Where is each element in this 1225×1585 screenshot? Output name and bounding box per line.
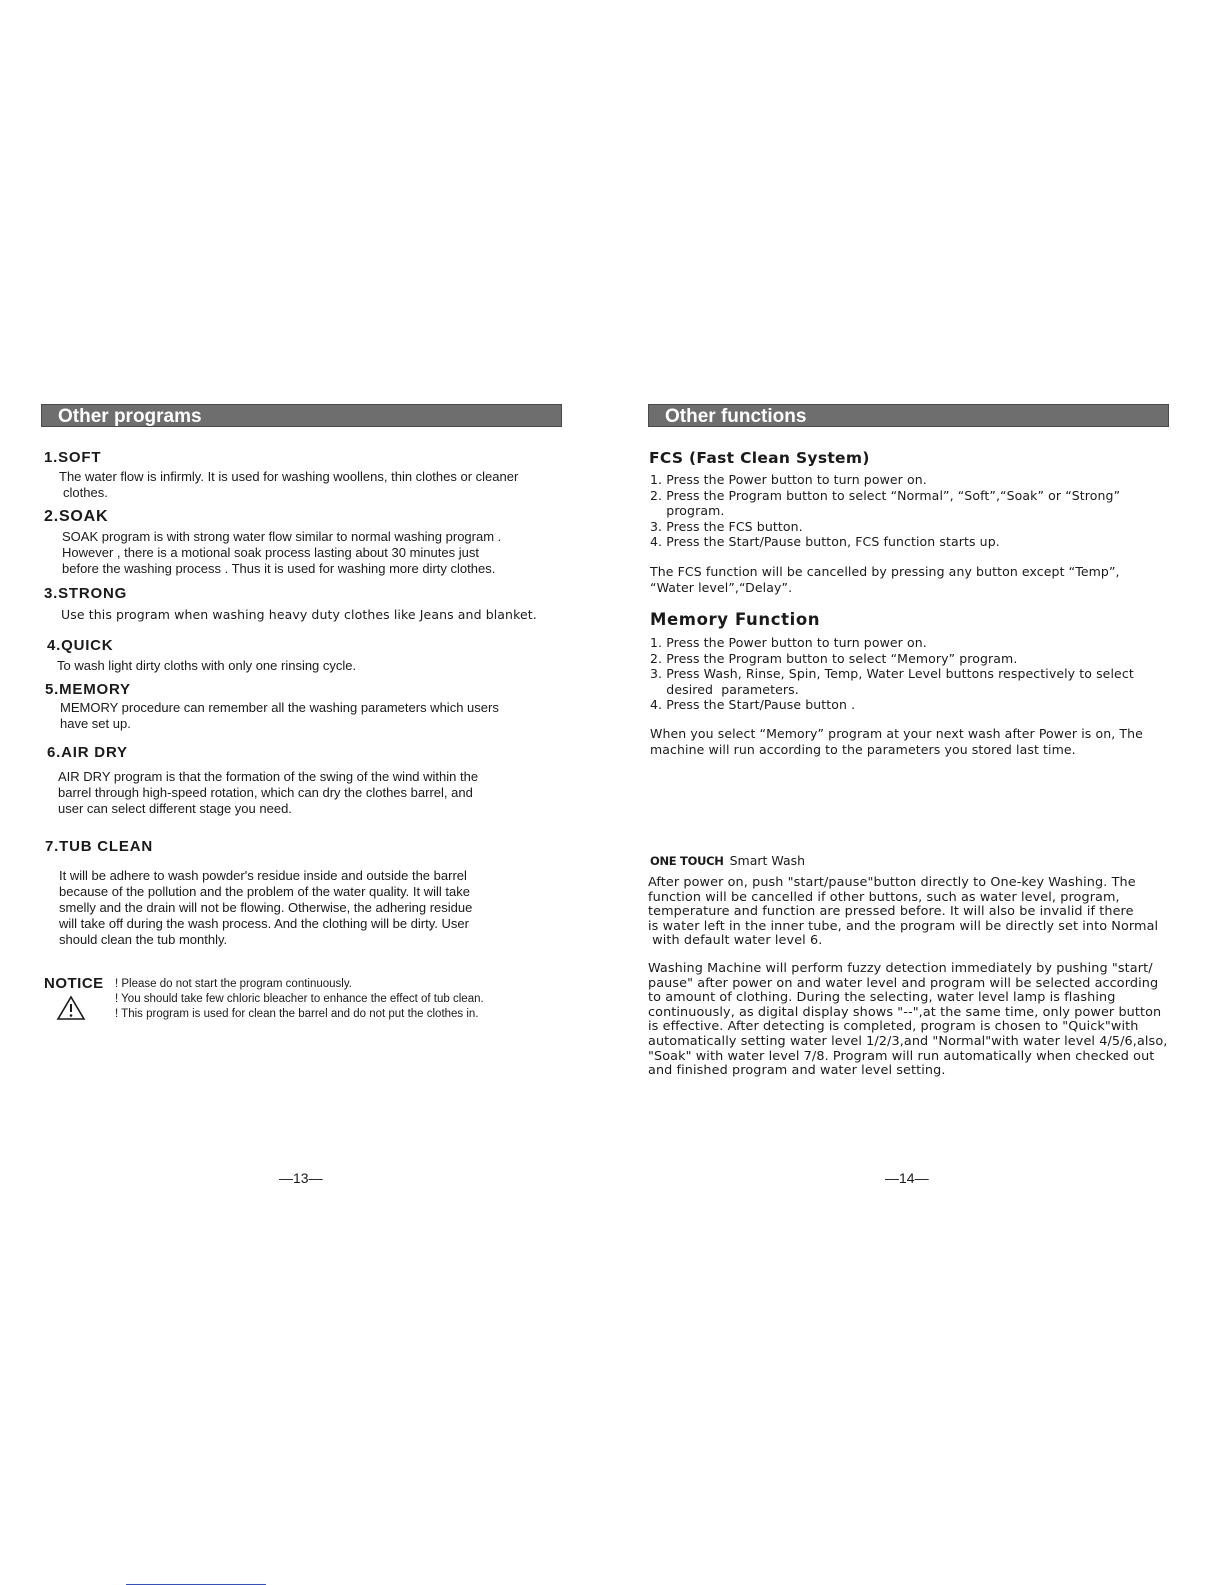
- onetouch-heading: [650, 852, 805, 870]
- onetouch-paragraph-2: Washing Machine will perform fuzzy detection immediately by pushing "start/ pause" after power on and water level and program will be selected according to amount of clothing. During the selecting, water level lamp is flashing continuously, as digital display shows "--",at the same time, only power button is effective. After detecting is completed, program is chosen to "Quick"with automatically setting water level 1/2/3,and "Normal"with water level 4/5/6,also, "Soak" with water level 7/8. Program will run automatically when checked out and finished program and water level setting.: [648, 961, 1168, 1079]
- program-title-soak: 2.SOAK: [44, 508, 109, 525]
- program-title-memory: 5.MEMORY: [45, 681, 131, 698]
- onetouch-logo: ONE TOUCH: [650, 854, 724, 868]
- memory-note: When you select “Memory” program at your next wash after Power is on, The machine will run according to the parameters you stored last time.: [650, 726, 1143, 757]
- program-desc-strong: Use this program when washing heavy duty clothes like Jeans and blanket.: [61, 607, 537, 622]
- left-section-header: Other programs: [41, 404, 562, 427]
- page-number-right: —14—: [885, 1170, 929, 1186]
- program-title-quick: 4.QUICK: [47, 637, 114, 654]
- program-desc-tub-clean: It will be adhere to wash powder's residue inside and outside the barrel because of the pollution and the problem of the water quality. It will take smelly and the drain will not be flowing. Otherwise, the adhering residue will take off during the wash process. And the clothing will be dirty. User should clean the tub monthly.: [59, 868, 473, 947]
- fcs-steps: 1. Press the Power button to turn power on. 2. Press the Program button to select “Normal”, “Soft”,“Soak” or “Strong” program. 3. Press the FCS button. 4. Press the Start/Pause button, FCS function starts up.: [650, 472, 1121, 549]
- program-title-soft: 1.SOFT: [44, 449, 102, 466]
- program-desc-memory: MEMORY procedure can remember all the washing parameters which users have set up.: [60, 700, 499, 731]
- fcs-note: The FCS function will be cancelled by pressing any button except “Temp”, “Water level”,“Delay”.: [650, 564, 1120, 595]
- program-desc-quick: To wash light dirty cloths with only one rinsing cycle.: [57, 658, 357, 673]
- page-number-left: —13—: [279, 1170, 323, 1186]
- program-desc-air-dry: AIR DRY program is that the formation of the swing of the wind within the barrel through high-speed rotation, which can dry the clothes barrel, and user can select different stage you need.: [58, 769, 479, 816]
- program-title-air-dry: 6.AIR DRY: [47, 744, 128, 761]
- onetouch-subtitle: Smart Wash: [729, 853, 806, 868]
- program-title-tub-clean: 7.TUB CLEAN: [45, 838, 153, 855]
- onetouch-paragraph-1: After power on, push "start/pause"button directly to One-key Washing. The function will be cancelled if other buttons, such as water level, program, temperature and function are pressed before. It will also be invalid if there is water left in the inner tube, and the program will be directly set into Normal with default water level 6.: [648, 875, 1159, 949]
- fcs-title: FCS (Fast Clean System): [649, 449, 870, 467]
- program-title-strong: 3.STRONG: [44, 585, 128, 602]
- warning-triangle-icon: [56, 995, 86, 1021]
- program-desc-soft: The water flow is infirmly. It is used for washing woollens, thin clothes or cleaner clothes.: [59, 469, 519, 500]
- memory-function-title: Memory Function: [650, 610, 821, 629]
- program-desc-soak: SOAK program is with strong water flow similar to normal washing program . However , there is a motional soak process lasting about 30 minutes just before the washing process . Thus it is used for washing more dirty clothes.: [62, 529, 502, 576]
- notice-label: NOTICE: [44, 975, 104, 992]
- notice-text: ! Please do not start the program continuously. ! You should take few chloric bleacher to enhance the effect of tub clean. ! This program is used for clean the barrel and do not put the clothes in.: [115, 978, 484, 1020]
- memory-steps: 1. Press the Power button to turn power on. 2. Press the Program button to select “Memory” program. 3. Press Wash, Rinse, Spin, Temp, Water Level buttons respectively to select desired parameters. 4. Press the Start/Pause button .: [650, 635, 1134, 712]
- right-section-header: Other functions: [648, 404, 1169, 427]
